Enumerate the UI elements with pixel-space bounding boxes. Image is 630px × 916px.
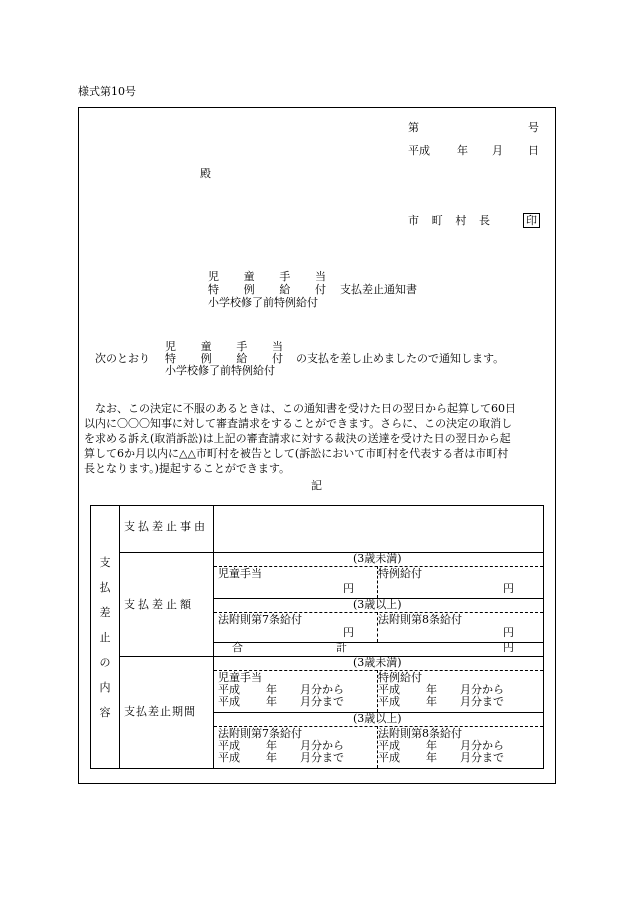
period-ca-from-era: 平成	[218, 683, 240, 696]
reason-label: 支払差止事由	[124, 520, 208, 533]
period-child-allowance: 児童手当	[218, 671, 262, 684]
mayor-title: 市 町 村 長	[408, 214, 490, 227]
appeal-line-3: を求める訴え(取消訴訟)は上記の審査請求に対する裁決の送達を受けた日の翌日から起	[84, 432, 511, 445]
period-art7: 法附則第7条給付	[218, 727, 302, 740]
number-suffix: 号	[528, 121, 539, 134]
period-label: 支払差止期間	[124, 705, 196, 718]
period-a8-from-era: 平成	[378, 739, 400, 752]
period-a7-from-year: 年	[266, 739, 277, 752]
period-ca-to-era: 平成	[218, 695, 240, 708]
amount-special-benefit-yen: 円	[503, 582, 514, 595]
period-ca-from: 月分から	[300, 683, 344, 696]
date-era: 平成	[408, 144, 430, 157]
period-a7-from: 月分から	[300, 739, 344, 752]
notice-line-2: 特 例 給 付	[165, 352, 283, 365]
period-a7-from-era: 平成	[218, 739, 240, 752]
period-sb-from-year: 年	[426, 683, 437, 696]
period-a8-to-era: 平成	[378, 751, 400, 764]
amount-art8: 法附則第8条給付	[378, 613, 462, 626]
period-a7-to-era: 平成	[218, 751, 240, 764]
title-line-3: 小学校修了前特例給付	[208, 296, 318, 309]
title-line-1: 児 童 手 当	[208, 270, 326, 283]
amount-over3-header: (3歳以上)	[353, 598, 402, 611]
appeal-line-1: なお、この決定に不服のあるときは、この通知書を受けた日の翌日から起算して60日	[95, 402, 516, 415]
amount-child-allowance: 児童手当	[218, 567, 262, 580]
period-sb-from-era: 平成	[378, 683, 400, 696]
amount-art8-yen: 円	[503, 626, 514, 639]
period-a7-to-year: 年	[266, 751, 277, 764]
appeal-line-5: 長となります。)提起することができます。	[84, 462, 291, 475]
title-suffix: 支払差止通知書	[340, 283, 417, 296]
title-line-2: 特 例 給 付	[208, 283, 326, 296]
notice-line-3: 小学校修了前特例給付	[165, 364, 275, 377]
appeal-line-2: 以内に〇〇〇知事に対して審査請求をすることができます。さらに、この決定の取消し	[84, 417, 513, 430]
period-under3-header: (3歳未満)	[353, 656, 402, 669]
appeal-line-4: 算して6か月以内に△△市町村を被告として(訴訟において市町村を代表する者は市町村	[84, 447, 509, 460]
period-special-benefit: 特例給付	[378, 671, 422, 684]
period-a7-to: 月分まで	[300, 751, 344, 764]
amount-under3-header: (3歳未満)	[353, 552, 402, 565]
ki-mark: 記	[311, 479, 322, 492]
total-label-2: 計	[336, 641, 347, 654]
period-sb-from: 月分から	[460, 683, 504, 696]
period-a8-to: 月分まで	[460, 751, 504, 764]
amount-art7: 法附則第7条給付	[218, 613, 302, 626]
amount-label: 支払差止額	[124, 598, 194, 611]
details-table	[90, 505, 544, 769]
notice-suffix: の支払を差し止めましたので通知します。	[296, 352, 505, 365]
period-ca-to: 月分まで	[300, 695, 344, 708]
date-month: 月	[492, 144, 503, 157]
total-yen: 円	[503, 641, 514, 654]
addressee-suffix: 殿	[200, 167, 211, 180]
period-sb-to: 月分まで	[460, 695, 504, 708]
form-number: 様式第10号	[78, 85, 136, 98]
date-year: 年	[457, 144, 468, 157]
period-a8-from-year: 年	[426, 739, 437, 752]
period-ca-from-year: 年	[266, 683, 277, 696]
total-label-1: 合	[232, 641, 243, 654]
period-sb-to-era: 平成	[378, 695, 400, 708]
number-prefix: 第	[408, 121, 419, 134]
date-day: 日	[528, 144, 539, 157]
period-art8: 法附則第8条給付	[378, 727, 462, 740]
period-over3-header: (3歳以上)	[353, 712, 402, 725]
notice-line-1: 児 童 手 当	[165, 340, 283, 353]
period-sb-to-year: 年	[426, 695, 437, 708]
period-a8-from: 月分から	[460, 739, 504, 752]
period-ca-to-year: 年	[266, 695, 277, 708]
amount-child-allowance-yen: 円	[343, 582, 354, 595]
seal-mark: 印	[523, 213, 540, 228]
notice-prefix: 次のとおり	[95, 352, 150, 365]
amount-art7-yen: 円	[343, 626, 354, 639]
period-a8-to-year: 年	[426, 751, 437, 764]
amount-special-benefit: 特例給付	[378, 567, 422, 580]
side-label: 支 払 差 止 の 内 容	[99, 555, 111, 719]
